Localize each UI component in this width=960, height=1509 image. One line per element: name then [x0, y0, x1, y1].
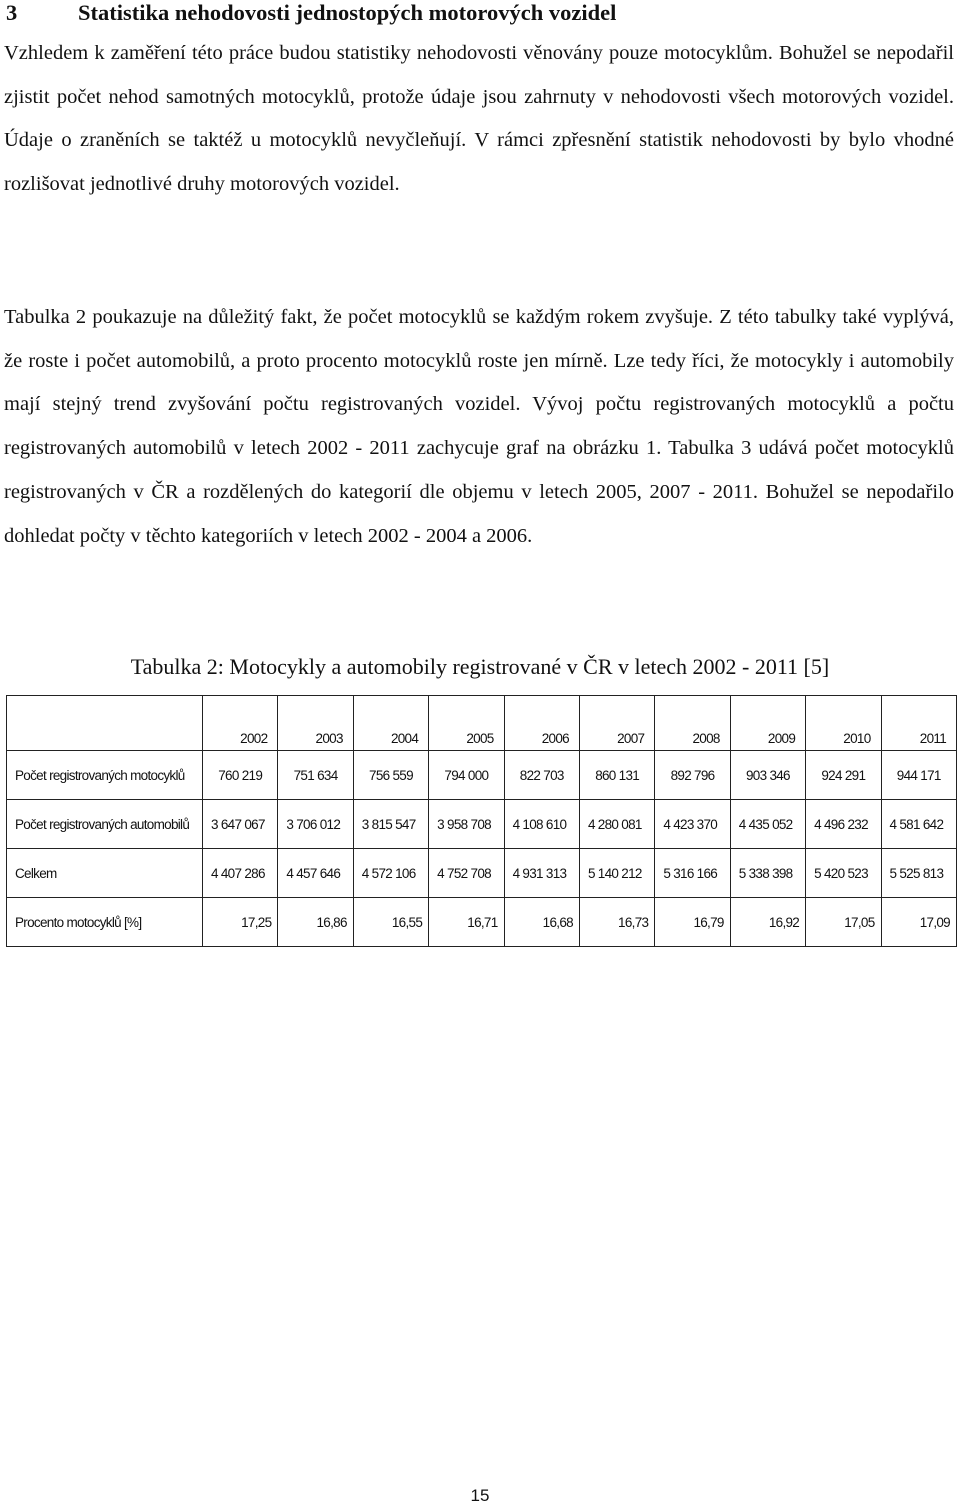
- year-header: 2010: [806, 696, 881, 751]
- table-row-total: [7, 849, 957, 898]
- table-cell: 760 219: [203, 751, 278, 800]
- table-cell: 794 000: [429, 751, 504, 800]
- table-cell: 4 931 313: [504, 849, 579, 898]
- table-cell: 5 140 212: [579, 849, 654, 898]
- table-cell: 17,09: [881, 898, 956, 947]
- year-header: 2003: [278, 696, 353, 751]
- paragraph-table-discussion: Tabulka 2 poukazuje na důležitý fakt, že počet motocyklů se každým rokem zvyšuje. Z této tabulky také vyplývá, že roste i počet automobilů, a proto procento motocyklů roste jen mírně. Lze tedy říci, že motocykly i automobily mají stejný trend zvyšování počtu registrovaných vozidel. Vývoj počtu registrovaných motocyklů a počtu registrovaných automobilů v letech 2002 - 2011 zachycuje graf na obrázku 1. Tabulka 3 udává počet motocyklů registrovaných v ČR a rozdělených do kategorií dle objemu v letech 2005, 2007 - 2011. Bohužel se nepodařilo dohledat počty v těchto kategoriích v letech 2002 - 2004 a 2006.: [4, 306, 954, 547]
- table-cell: 3 706 012: [278, 800, 353, 849]
- table-caption: Tabulka 2: Motocykly a automobily registrované v ČR v letech 2002 - 2011 [5]: [130, 654, 830, 679]
- table-cell: 892 796: [655, 751, 730, 800]
- table-cell: 4 457 646: [278, 849, 353, 898]
- year-header: 2006: [504, 696, 579, 751]
- table-cell: 4 572 106: [353, 849, 428, 898]
- table-cell: 4 752 708: [429, 849, 504, 898]
- registration-table: [6, 695, 957, 947]
- table-cell: 4 435 052: [730, 800, 805, 849]
- table-header-row: [7, 696, 957, 751]
- row-label: Celkem: [7, 849, 203, 898]
- table-cell: 17,25: [203, 898, 278, 947]
- year-header: 2007: [579, 696, 654, 751]
- table-cell: 3 958 708: [429, 800, 504, 849]
- section-heading: [6, 0, 616, 26]
- table-cell: 4 423 370: [655, 800, 730, 849]
- table-cell: 903 346: [730, 751, 805, 800]
- table-cell: 924 291: [806, 751, 881, 800]
- table-cell: 822 703: [504, 751, 579, 800]
- year-header: 2002: [203, 696, 278, 751]
- table-row-automobiles: [7, 800, 957, 849]
- table-cell: 756 559: [353, 751, 428, 800]
- table-cell: 5 338 398: [730, 849, 805, 898]
- table-cell: 16,86: [278, 898, 353, 947]
- table-row-motorcycles: [7, 751, 957, 800]
- table-cell: 16,68: [504, 898, 579, 947]
- year-header: 2011: [881, 696, 956, 751]
- table-cell: 860 131: [579, 751, 654, 800]
- table-cell: 5 525 813: [881, 849, 956, 898]
- table-cell: 751 634: [278, 751, 353, 800]
- table-cell: 4 407 286: [203, 849, 278, 898]
- row-label: Procento motocyklů [%]: [7, 898, 203, 947]
- table-cell: 4 280 081: [579, 800, 654, 849]
- table-cell: 5 420 523: [806, 849, 881, 898]
- table-cell: 3 815 547: [353, 800, 428, 849]
- table-cell: 17,05: [806, 898, 881, 947]
- year-header: 2004: [353, 696, 428, 751]
- table-cell: 16,71: [429, 898, 504, 947]
- table-cell: 16,73: [579, 898, 654, 947]
- table-cell: 4 581 642: [881, 800, 956, 849]
- table-cell: 16,55: [353, 898, 428, 947]
- table-cell: 944 171: [881, 751, 956, 800]
- paragraph-intro: Vzhledem k zaměření této práce budou statistiky nehodovosti věnovány pouze motocyklům. Bohužel se nepodařil zjistit počet nehod samotných motocyklů, protože údaje jsou zahrnuty v nehodovosti všech motorových vozidel. Údaje o zraněních se taktéž u motocyklů nevyčleňují. V rámci zpřesnění statistik nehodovosti by bylo vhodné rozlišovat jednotlivé druhy motorových vozidel.: [4, 42, 954, 196]
- row-label: Počet registrovaných motocyklů: [7, 751, 203, 800]
- year-header: 2008: [655, 696, 730, 751]
- table-cell: 5 316 166: [655, 849, 730, 898]
- section-number: 3: [6, 0, 18, 25]
- page-number: 15: [470, 1486, 490, 1505]
- section-title: Statistika nehodovosti jednostopých motorových vozidel: [78, 0, 617, 25]
- table-cell: 16,92: [730, 898, 805, 947]
- table-row-percentage: [7, 898, 957, 947]
- table-cell: 4 496 232: [806, 800, 881, 849]
- year-header: 2005: [429, 696, 504, 751]
- table-cell: 3 647 067: [203, 800, 278, 849]
- table-cell: 4 108 610: [504, 800, 579, 849]
- table-cell: 16,79: [655, 898, 730, 947]
- row-label: Počet registrovaných automobilů: [7, 800, 203, 849]
- year-header: 2009: [730, 696, 805, 751]
- table-corner-cell: [7, 696, 203, 751]
